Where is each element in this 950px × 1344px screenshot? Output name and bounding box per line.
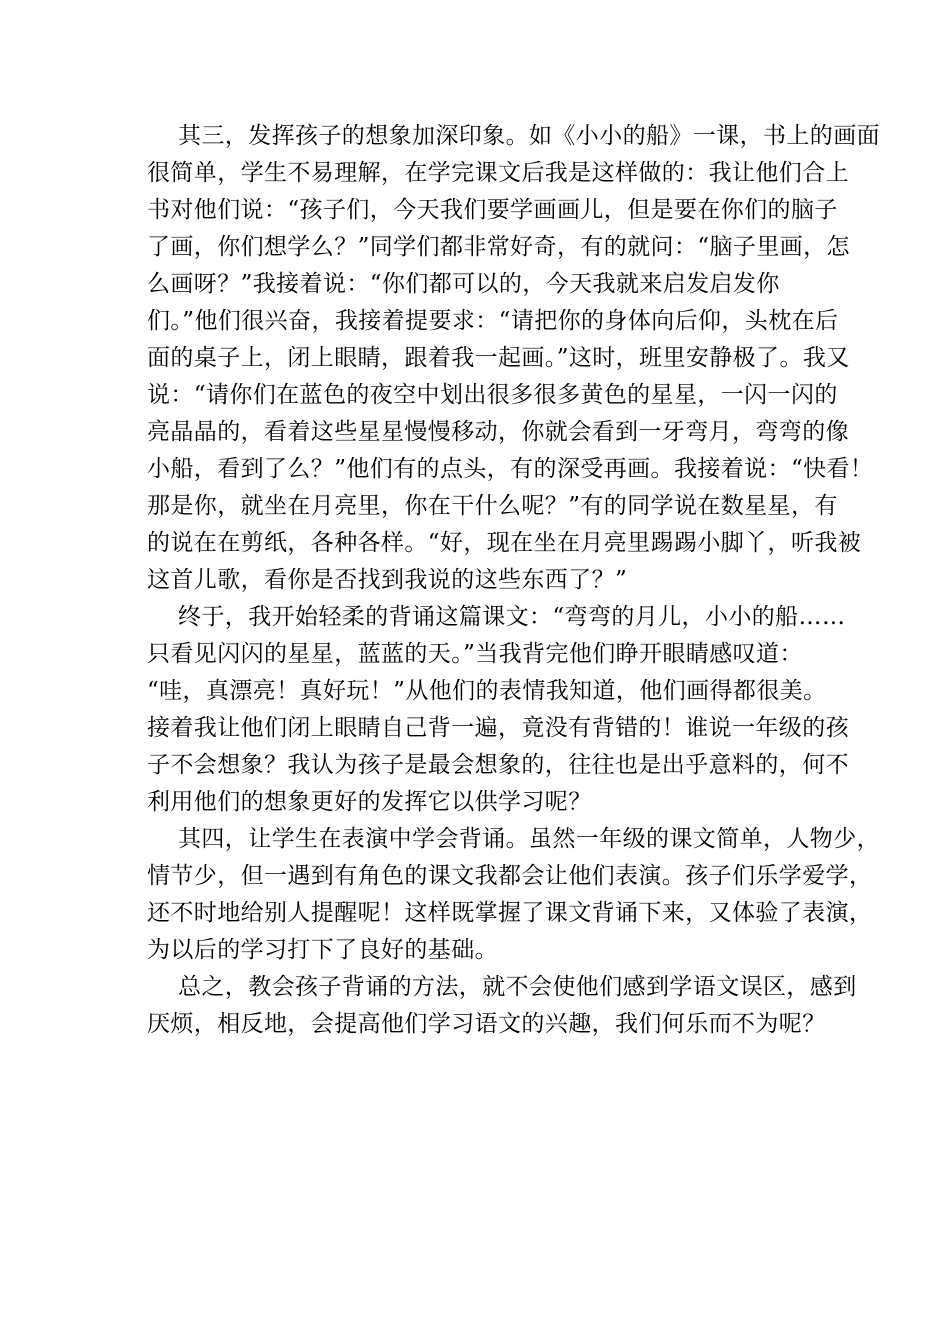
paragraph-2-line-1: 终于，我开始轻柔的背诵这篇课文：“弯弯的月儿，小小的船…… (178, 604, 846, 630)
paragraph-2-line-5: 子不会想象？我认为孩子是最会想象的，往往也是出乎意料的，何不 (147, 752, 849, 778)
paragraph-1-line-6: 们。”他们很兴奋，我接着提要求：“请把你的身体向后仰，头枕在后 (147, 308, 839, 334)
paragraph-4-line-1: 总之，教会孩子背诵的方法，就不会使他们感到学语文误区，感到 (178, 974, 857, 1000)
paragraph-3-line-4: 为以后的学习打下了良好的基础。 (147, 937, 498, 963)
paragraph-3-line-3: 还不时地给别人提醒呢！这样既掌握了课文背诵下来，又体验了表演， (147, 900, 873, 926)
paragraph-1-line-5: 么画呀？”我接着说：“你们都可以的，今天我就来启发启发你 (147, 271, 780, 297)
paragraph-1-line-10: 小船，看到了么？”他们有的点头，有的深受再画。我接着说：“快看！ (147, 456, 874, 482)
paragraph-3-line-1: 其四，让学生在表演中学会背诵。虽然一年级的课文简单，人物少， (178, 826, 880, 852)
paragraph-2-line-6: 利用他们的想象更好的发挥它以供学习呢？ (147, 789, 592, 815)
paragraph-3-line-2: 情节少，但一遇到有角色的课文我都会让他们表演。孩子们乐学爱学， (147, 863, 873, 889)
paragraph-1-line-11: 那是你，就坐在月亮里，你在干什么呢？”有的同学说在数星星，有 (147, 493, 838, 519)
paragraph-2-line-3: “哇，真漂亮！真好玩！”从他们的表情我知道，他们画得都很美。 (147, 678, 827, 704)
paragraph-1-line-8: 说：“请你们在蓝色的夜空中划出很多很多黄色的星星，一闪一闪的 (147, 382, 838, 408)
paragraph-1-line-2: 很简单，学生不易理解，在学完课文后我是这样做的：我让他们合上 (147, 160, 849, 186)
paragraph-1-line-12: 的说在在剪纸，各种各样。“好，现在坐在月亮里踢踢小脚丫，听我被 (147, 530, 862, 556)
paragraph-1-line-4: 了画，你们想学么？”同学们都非常好奇，有的就问：“脑子里画，怎 (147, 234, 850, 260)
paragraph-4-line-2: 厌烦，相反地，会提高他们学习语文的兴趣，我们何乐而不为呢？ (147, 1011, 826, 1037)
paragraph-2-line-2: 只看见闪闪的星星，蓝蓝的天。”当我背完他们睁开眼睛感叹道： (147, 641, 803, 667)
paragraph-1-line-13: 这首儿歌，看你是否找到我说的这些东西了？” (147, 567, 628, 593)
paragraph-2-line-4: 接着我让他们闭上眼睛自己背一遍，竟没有背错的！谁说一年级的孩 (147, 715, 849, 741)
paragraph-1-line-1: 其三，发挥孩子的想象加深印象。如《小小的船》一课，书上的画面 (178, 123, 880, 149)
paragraph-1-line-7: 面的桌子上，闭上眼睛，跟着我一起画。”这时，班里安静极了。我又 (147, 345, 850, 371)
paragraph-1-line-9: 亮晶晶的，看着这些星星慢慢移动，你就会看到一牙弯月，弯弯的像 (147, 419, 849, 445)
paragraph-1-line-3: 书对他们说：“孩子们，今天我们要学画画儿，但是要在你们的脑子 (147, 197, 838, 223)
